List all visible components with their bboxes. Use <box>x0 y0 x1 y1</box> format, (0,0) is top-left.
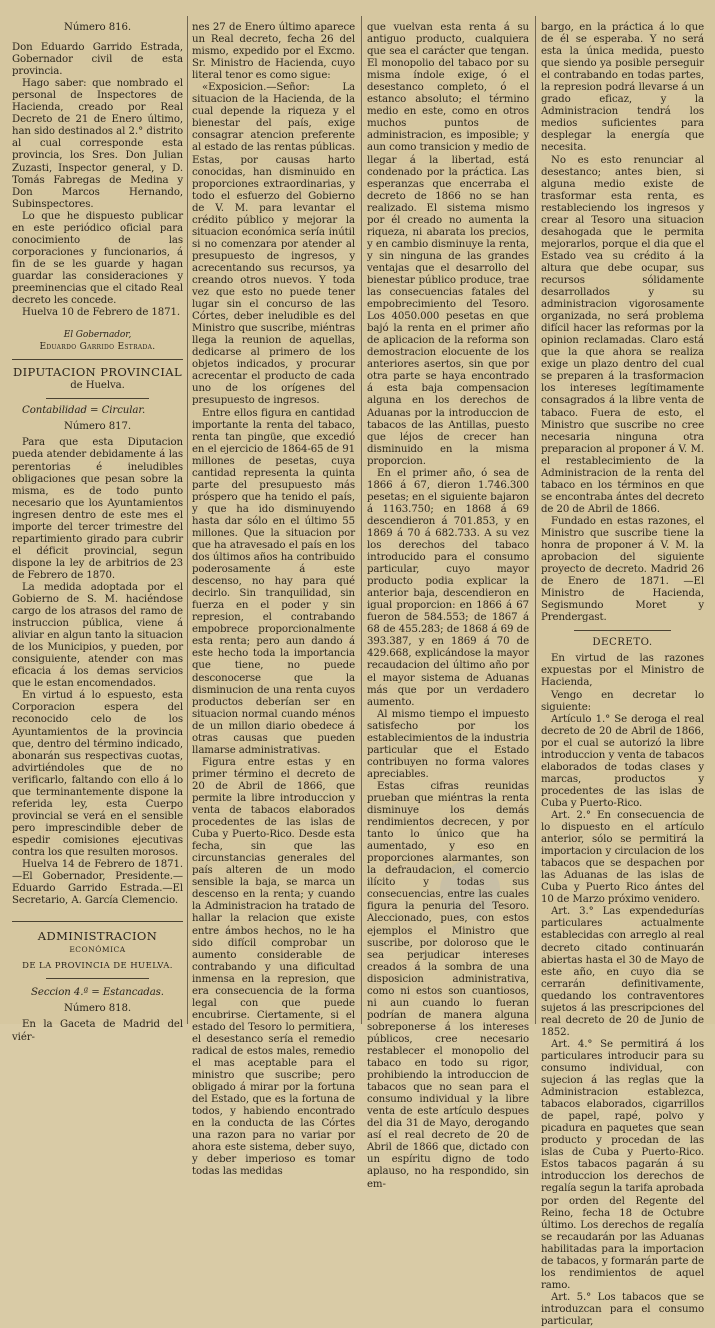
decreto-heading: DECRETO. <box>592 637 653 649</box>
paragraph: bargo, en la práctica á lo que de él se esperaba. Y no será esta la única medida, puesto que siendo ya posible perseguir el contrabando en todas partes, la represion podrá llevarse á un grado eficaz, y la Administracion tendrá los medios suficientes para desplegar la energía que necesita. <box>541 22 704 154</box>
article-4: Art. 4.° Se permitirá á los particulares introducir para su consumo individual, con sujecion á las reglas que la Administracion establezca, tabacos elaborados, cigarrillos de papel, rapé, polvo y picadura en paquetes que sean producto y procedan de las islas de Cuba y Puerto-Rico. Estos tabacos pagarán á su introduccion los derechos de regalía segun la tarifa aprobada por orden del Regente del Reino, fecha 18 de Octubre último. Los derechos de regalía se recaudarán por las Aduanas habilitadas para la importacion de tabacos, y formarán parte de los rendimientos de aquel ramo. <box>541 1038 704 1291</box>
heading-provincia: DE LA PROVINCIA DE HUELVA. <box>22 961 173 972</box>
heading-administracion: ADMINISTRACION <box>37 929 158 944</box>
paragraph: Fundado en estas razones, el Ministro que suscribe tiene la honra de proponer á V. M. la aprobacion del siguiente proyecto de decreto. Madrid 26 de Enero de 1871. —El Ministro de Hacienda, Segismundo Moret y Prendergast. <box>541 515 704 624</box>
paragraph: Lo que he dispuesto publicar en este periódico oficial para conocimiento de las corporaciones y funcionarios, á fin de se les guarde y hagan guardar las consideraciones y preeminencias que el citado Real decreto les concede. <box>12 210 183 307</box>
column-1 <box>12 22 183 1043</box>
column-4 <box>541 22 704 1327</box>
article-5: Art. 5.° Los tabacos que se introduzcan para el consumo particular, <box>541 1291 704 1327</box>
paragraph: En virtud de las razones expuestas por el Ministro de Hacienda, <box>541 653 704 689</box>
paragraph: Entre ellos figura en cantidad importante la renta del tabaco, renta tan pingüe, que excedió en el ejercicio de 1864-65 de 91 millones de pesetas, cuya cantidad representa la quinta parte del presupuesto más próspero que ha tenido el país, y que ha ido disminuyendo hasta dar sólo en el último 55 millones. Que la situacion por que ha atravesado el país en los dos últimos años ha contribuido poderosamente á este descenso, no hay para qué decirlo. Sin tranquilidad, sin fuerza en el poder y sin represion, el contrabando empobrece proporcionalmente esta renta; pero aun dando á este hecho toda la importancia que tiene, no puede desconocerse que la disminucion de una renta cuyos productos deberían ser en situacion normal cuando ménos de un millon diario obedece á otras causas que pueden llamarse administrativas. <box>192 407 355 756</box>
paragraph: En virtud á lo espuesto, esta Corporacion espera del reconocido celo de los Ayuntamientos de la provincia que, dentro del término indicado, abonarán sus respectivas cuotas, advirtiéndoles que de no verificarlo, faltando con ello á lo que terminantemente dispone la referida ley, esta Cuerpo provincial se verá en el sensible pero imprescindible deber de espedir comisiones ejecutivas contra los que resulten morosos. <box>12 690 183 858</box>
paragraph: Al mismo tiempo el impuesto satisfecho por los establecimientos de la industria particular que el Estado contribuyen no forma valores apreciables. <box>367 708 529 780</box>
paragraph: «Exposicion.—Señor: La situacion de la Hacienda, de la cual depende la riqueza y el bienestar del país, exige consagrar atencion preferente al estado de las rentas públicas. Estas, por causas harto conocidas, han disminuido en proporciones extraordinarias, y todo el esfuerzo del Gobierno de V. M. para levantar el crédito público y mejorar la situacion económica sería inútil si no comenzara por atender al presupuesto de ingresos, y acrecentando sus recursos, ya creando otros nuevos. Y toda vez que esto no puede tener lugar sin el concurso de las Córtes, deber ineludible es del Ministro que suscribe, miéntras llega la reunion de aquellas, dedicarse al primero de los objetos indicados, y procurar acrecentar el producto de cada uno de los orígenes del presupuesto de ingresos. <box>192 82 355 407</box>
paragraph: Don Eduardo Garrido Estrada, Gobernador civil de esta provincia. <box>12 42 183 78</box>
paragraph: Hago saber: que nombrado el personal de Inspectores de Hacienda, creado por Real Decreto de 21 de Enero último, han sido destinados al 2.° distrito al cual corresponde esta provincia, los Sres. Don Julian Zuzasti, Inspector general, y D. Tomás Fabregas de Medina y Don Marcos Hernando, Subinspectores. <box>12 78 183 210</box>
paragraph: La medida adoptada por el Gobierno de S. M. haciéndose cargo de los atrasos del ramo de instruccion pública, viene á aliviar en algun tanto la situacion de los Municipios, y pueden, por consiguiente, atender con mas eficacia á los demas servicios que le estan encomendados. <box>12 581 183 690</box>
column-3 <box>367 22 529 1190</box>
paragraph: En el primer año, ó sea de 1866 á 67, dieron 1.746.300 pesetas; en el siguiente bajaron á 1163.750; en 1868 á 69 descendieron á 701.853, y en 1869 á 70 á 682.733. A su vez los derechos del tabaco introducido para el consumo particular, cuyo mayor producto podia explicar la anterior baja, descendieron en igual proporcion: en 1866 á 67 fueron de 584.553; de 1867 á 68 de 455.283; de 1868 á 69 de 393.387, y en 1869 á 70 de 429.668, explicándose la mayor recaudacion del último año por el mayor sistema de Aduanas más que por un verdadero aumento. <box>367 467 529 708</box>
divider <box>46 978 149 979</box>
number-816: Número 816. <box>64 22 131 33</box>
divider <box>12 921 183 922</box>
date-line: Huelva 10 de Febrero de 1871. <box>22 307 181 319</box>
paragraph: Estas cifras reunidas prueban que miéntras la renta disminuye los demás rendimientos decrecen, y por tanto lo único que ha aumentado, y eso en proporciones alarmantes, son la defraudacion, el comercio ilícito y todas sus consecuencias, entre las cuales figura la penuria del Tesoro. Aleccionado, pues, con estos ejemplos el Ministro que suscribe, por doloroso que le sea perjudicar intereses creados á la sombra de una disposicion administrativa, como ni estos son cuantiosos, ni aun cuando lo fueran podrían de manera alguna sobreponerse á los intereses públicos, cree necesario restablecer el monopolio del tabaco en todo su rigor, prohibiendo la introduccion de tabacos que no sean para el consumo individual y la libre venta de este artículo despues del dia 31 de Mayo, derogando así el real decreto de 20 de Abril de 1866 que, dictado con un espíritu digno de todo aplauso, no ha respondido, sin em- <box>367 780 529 1190</box>
article-3: Art. 3.° Las expendedurías particulares actualmente establecidas con arreglo al real decreto citado continuarán abiertas hasta el 30 de Mayo de este año, en cuyo dia se cerrarán definitivamente, quedando los contraventores sujetos á las prescripciones del real decreto de 20 de Junio de 1852. <box>541 906 704 1038</box>
divider <box>574 630 672 631</box>
heading-diputacion-sub: de Huelva. <box>70 380 125 392</box>
divider <box>46 398 149 399</box>
signature-name: Eduardo Garrido Estrada. <box>39 342 156 353</box>
signature-title: El Gobernador, <box>63 330 132 341</box>
paragraph: Vengo en decretar lo siguiente: <box>541 689 704 713</box>
paragraph: Huelva 14 de Febrero de 1871.—El Gobernador, Presidente.—Eduardo Garrido Estrada.—El Secretario, A. García Clemencio. <box>12 859 183 907</box>
paragraph: nes 27 de Enero último aparece un Real decreto, fecha 26 del mismo, expedido por el Excmo. Sr. Ministro de Hacienda, cuyo literal tenor es como sigue: <box>192 22 355 82</box>
column-rule <box>535 16 536 1024</box>
section-title: Seccion 4.ª = Estancadas. <box>31 987 164 999</box>
number-818: Número 818. <box>64 1003 131 1015</box>
article-2: Art. 2.° En consecuencia de lo dispuesto en el artículo anterior, sólo se permitirá la importacion y circulacion de los tabacos que se despachen por las Aduanas de las islas de Cuba y Puerto Rico ántes del 10 de Marzo próximo venidero. <box>541 810 704 906</box>
divider <box>12 359 183 360</box>
number-817: Número 817. <box>64 421 131 433</box>
column-rule <box>187 16 188 1024</box>
column-rule <box>361 16 362 1024</box>
paragraph: Figura entre estas y en primer término el decreto de 20 de Abril de 1866, que permite la libre introduccion y venta de tabacos elaborados procedentes de las islas de Cuba y Puerto-Rico. Desde esta fecha, sin que las circunstancias generales del país alteren de un modo sensible la baja, se marca un descenso en la renta; y cuando la Administracion ha tratado de hallar la relacion que existe entre ámbos hechos, no le ha sido difícil comprobar un aumento considerable de contrabando y una dificultad inmensa en la represion, que era consecuencia de la forma legal con que puede encubrirse. Ciertamente, si el estado del Tesoro lo permitiera, el desestanco sería el remedio radical de estos males, remedio el mas aceptable para el ministro que suscribe; pero obligado á mirar por la fortuna del Estado, que es la fortuna de todos, y habiendo encontrado en la conducta de las Córtes una razon para no variar por ahora este sistema, deber suyo, y deber imperioso es tomar todas las medidas <box>192 756 355 1178</box>
column-2 <box>192 22 355 1178</box>
paragraph: No es esto renunciar al desestanco; antes bien, si alguna medio existe de trasformar esta renta, es restableciendo los ingresos y crear al Tesoro una situacion desahogada que le permita mejorarlos, porque el dia que el Estado vea su crédito á la altura que debe ocupar, sus recursos sólidamente desarrollados y su administracion vigorosamente organizada, no será problema difícil hacer las reformas por la opinion reclamadas. Claro está que la que ahora se realiza exige un plazo dentro del cual se preparen á la trasformacion los intereses legítimamente consagrados á la libre venta de tabaco. Fuera de esto, el Ministro que suscribe no cree necesaria ninguna otra preparacion al proponer á V. M. el restablecimiento de la Administracion de la renta del tabaco en los términos en que se encontraba ántes del decreto de 20 de Abril de 1866. <box>541 154 704 515</box>
heading-diputacion: DIPUTACION PROVINCIAL <box>12 365 183 380</box>
article-1: Artículo 1.° Se deroga el real decreto de 20 de Abril de 1866, por el cual se autorizó la libre introduccion y venta de tabacos elaborados de todas clases y marcas, productos y procedentes de las islas de Cuba y Puerto-Rico. <box>541 713 704 809</box>
paragraph: En la Gaceta de Madrid del viér- <box>12 1019 183 1043</box>
paragraph: Para que esta Diputacion pueda atender debidamente á las perentorias é ineludibles obligaciones que pesan sobre la misma, es de todo punto necesario que los Ayuntamientos ingresen dentro de este mes el importe del tercer trimestre del repartimiento girado para cubrir el déficit provincial, segun dispone la ley de arbitrios de 23 de Febrero de 1870. <box>12 437 183 581</box>
paragraph: que vuelvan esta renta á su antiguo producto, cualquiera que sea el carácter que tengan. El monopolio del tabaco por su misma índole exige, ó el desestanco completo, ó el estanco absoluto; el término medio en este, como en otros muchos puntos de administracion, es imposible; y aun como transicion y medio de llegar á la libertad, está condenado por la práctica. Las esperanzas que encerraba el decreto de 1866 no se han realizado. El sistema mismo por él creado no aumenta la riqueza, ni abarata los precios, y en cambio disminuye la renta, y sin ninguna de las grandes ventajas que el desarrollo del bienestar público produce, trae las consecuencias fatales del empobrecimiento del Tesoro. Los 4050.000 pesetas en que bajó la renta en el primer año de aplicacion de la reforma son demostracion elocuente de los anteriores asertos, sin que por otra parte se haya encontrado á esta baja compensacion alguna en los derechos de Aduanas por la introduccion de tabacos de las Antillas, puesto que léjos de crecer han disminuido en la misma proporcion. <box>367 22 529 467</box>
heading-economica: ECONÓMICA <box>69 945 126 955</box>
section-title: Contabilidad = Circular. <box>22 405 146 417</box>
